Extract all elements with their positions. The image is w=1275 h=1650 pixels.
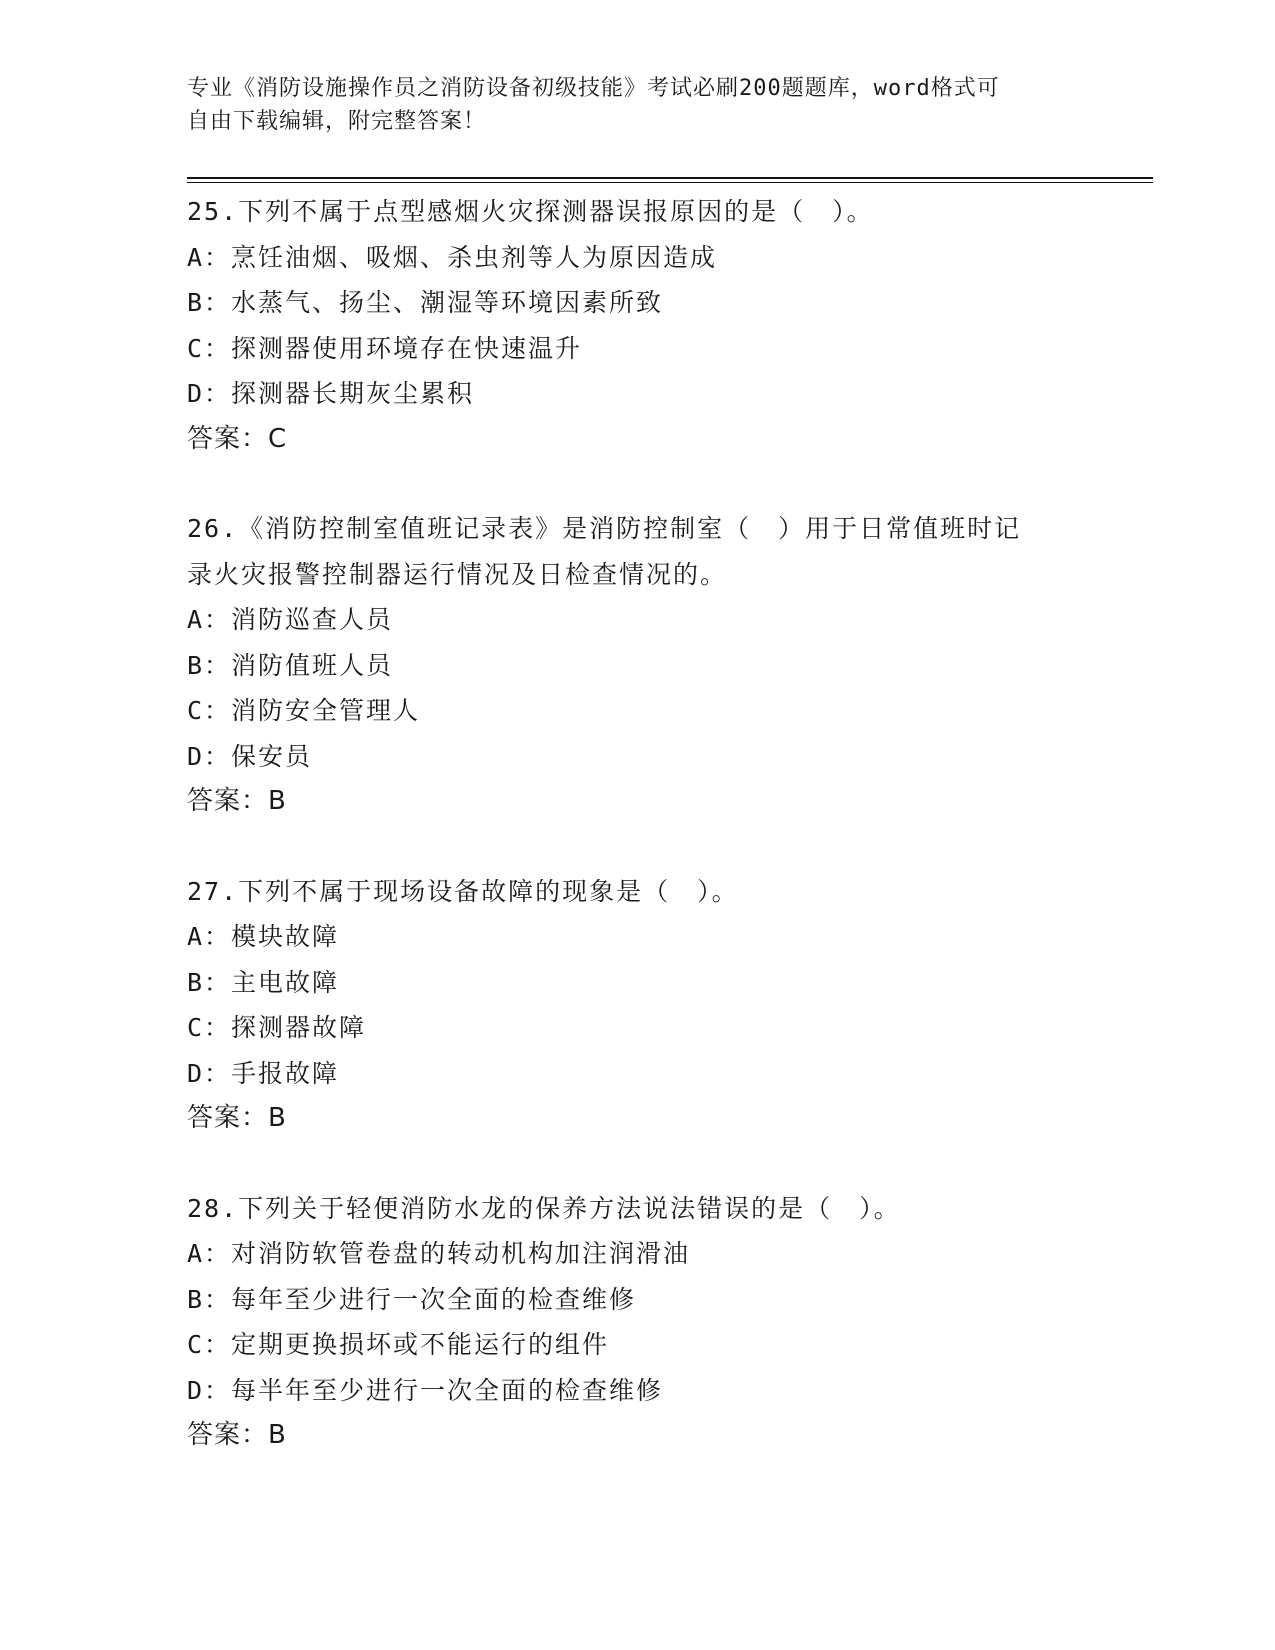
option-c: C：消防安全管理人	[187, 696, 421, 725]
question-stem: 27.下列不属于现场设备故障的现象是（ ）。	[187, 876, 739, 906]
answer-label: 答案：B	[187, 1103, 287, 1133]
header-divider-thin	[187, 182, 1153, 183]
option-b: B：水蒸气、扬尘、潮湿等环境因素所致	[187, 288, 664, 317]
option-c: C：定期更换损坏或不能运行的组件	[187, 1330, 610, 1359]
answer-label: 答案：B	[187, 1420, 287, 1450]
option-d: D：每半年至少进行一次全面的检查维修	[187, 1375, 664, 1405]
question-stem-line-1: 26.《消防控制室值班记录表》是消防控制室（ ）用于日常值班时记	[187, 514, 1022, 543]
question-stem: 28.下列关于轻便消防水龙的保养方法说法错误的是（ ）。	[187, 1193, 901, 1223]
answer-label: 答案：C	[187, 423, 288, 454]
question-25	[187, 189, 1087, 462]
question-28	[187, 1186, 1087, 1459]
option-d: D：手报故障	[187, 1058, 340, 1088]
option-a: A：模块故障	[187, 922, 340, 951]
question-stem-line-2: 录火灾报警控制器运行情况及日检查情况的。	[187, 559, 728, 589]
option-b: B：每年至少进行一次全面的检查维修	[187, 1284, 637, 1314]
option-a: A：烹饪油烟、吸烟、杀虫剂等人为原因造成	[187, 242, 718, 272]
question-27	[187, 869, 1087, 1142]
option-d: D：保安员	[187, 741, 313, 771]
header-divider-thick	[187, 177, 1153, 179]
question-26	[187, 506, 1087, 825]
header-line-2: 自由下载编辑，附完整答案！	[187, 109, 487, 134]
header-line-1: 专业《消防设施操作员之消防设备初级技能》考试必刷200题题库，word格式可	[187, 76, 1000, 101]
answer-label: 答案：B	[187, 786, 287, 816]
question-stem: 25.下列不属于点型感烟火灾探测器误报原因的是（ ）。	[187, 197, 874, 226]
question-list	[187, 189, 1087, 1503]
option-a: A：消防巡查人员	[187, 605, 394, 634]
option-c: C：探测器使用环境存在快速温升	[187, 333, 583, 363]
option-c: C：探测器故障	[187, 1013, 367, 1042]
option-b: B：消防值班人员	[187, 650, 394, 680]
option-b: B：主电故障	[187, 967, 340, 997]
option-a: A：对消防软管卷盘的转动机构加注润滑油	[187, 1239, 691, 1268]
option-d: D：探测器长期灰尘累积	[187, 379, 475, 408]
document-header	[187, 72, 1067, 138]
